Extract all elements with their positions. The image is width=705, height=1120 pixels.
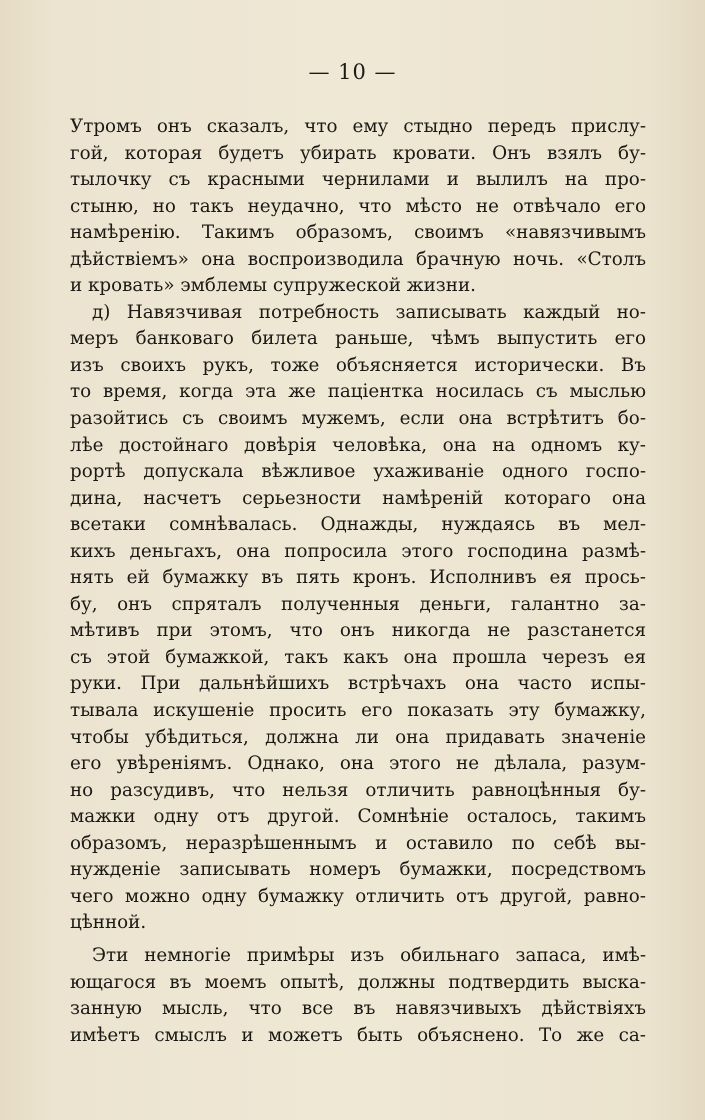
text-line: дѣйствіемъ» она воспроизводила брачную ночь. «Столъ <box>70 248 646 270</box>
text-line: мажки одну отъ другой. Сомнѣніе осталось, такимъ <box>70 806 646 828</box>
text-line: разойтись съ своимъ мужемъ, если она встрѣтитъ бо- <box>70 408 646 430</box>
text-line: намѣренію. Такимъ образомъ, своимъ «навязчивымъ <box>70 222 646 244</box>
page-number: — 10 — <box>308 60 397 84</box>
text-line: лѣе достойнаго довѣрія человѣка, она на одномъ ку- <box>70 434 646 456</box>
text-line: руки. При дальнѣйшихъ встрѣчахъ она часто испы- <box>70 673 646 695</box>
text-line: мѣтивъ при этомъ, что онъ никогда не разстанется <box>70 620 646 642</box>
paragraph <box>70 300 646 937</box>
text-line: но разсудивъ, что нельзя отличить равноцѣнныя бу- <box>70 779 646 801</box>
text-line: меръ банковаго билета раньше, чѣмъ выпустить его <box>70 328 646 350</box>
body-text <box>70 114 646 1049</box>
text-line: имѣетъ смыслъ и можетъ быть объяснено. То же са- <box>70 1024 646 1046</box>
text-line: всетаки сомнѣвалась. Однажды, нуждаясь въ мел- <box>70 514 646 536</box>
text-line: тывала искушеніе просить его показать эту бумажку, <box>70 700 646 722</box>
text-line: стыню, но такъ неудачно, что мѣсто не отвѣчало его <box>70 195 646 217</box>
text-line: кихъ деньгахъ, она попросила этого господина размѣ- <box>70 540 646 562</box>
paragraph <box>70 114 646 300</box>
text-line: тылочку съ красными чернилами и вылилъ на про- <box>70 169 646 191</box>
text-line: съ этой бумажкой, такъ какъ она прошла черезъ ея <box>70 646 646 668</box>
text-line: и кровать» эмблемы супружеской жизни. <box>70 275 476 297</box>
text-line: занную мысль, что все въ навязчивыхъ дѣйствіяхъ <box>70 998 646 1020</box>
text-line: чего можно одну бумажку отличить отъ другой, равно- <box>70 885 646 907</box>
text-line: то время, когда эта же паціентка носилась съ мыслью <box>70 381 646 403</box>
paragraph <box>70 943 646 1049</box>
text-line: чтобы убѣдиться, должна ли она придавать значеніе <box>70 726 646 748</box>
text-line: цѣнной. <box>70 912 147 934</box>
text-line: гой, которая будетъ убирать кровати. Онъ взялъ бу- <box>70 142 646 164</box>
text-line: нять ей бумажку въ пять кронъ. Исполнивъ ея прось- <box>70 567 646 589</box>
text-line: его увѣреніямъ. Однако, она этого не дѣлала, разум- <box>70 753 646 775</box>
text-line: бу, онъ спряталъ полученныя деньги, галантно за- <box>70 593 646 615</box>
text-line: дина, насчетъ серьезности намѣреній котораго она <box>70 487 646 509</box>
text-line: нужденіе записывать номеръ бумажки, посредствомъ <box>70 859 646 881</box>
text-line: рортѣ допускала вѣжливое ухаживаніе одного госпо- <box>70 461 646 483</box>
text-line: ющагося въ моемъ опытѣ, должны подтвердить выска- <box>70 971 646 993</box>
text-line: изъ своихъ рукъ, тоже объясняется исторически. Въ <box>70 354 646 376</box>
text-line: Утромъ онъ сказалъ, что ему стыдно передъ прислу- <box>70 116 646 137</box>
text-line: д) Навязчивая потребность записывать каждый но- <box>92 301 646 323</box>
text-line: Эти немногіе примѣры изъ обильнаго запаса, имѣ- <box>92 944 646 966</box>
text-line: образомъ, неразрѣшеннымъ и оставило по себѣ вы- <box>70 832 646 854</box>
